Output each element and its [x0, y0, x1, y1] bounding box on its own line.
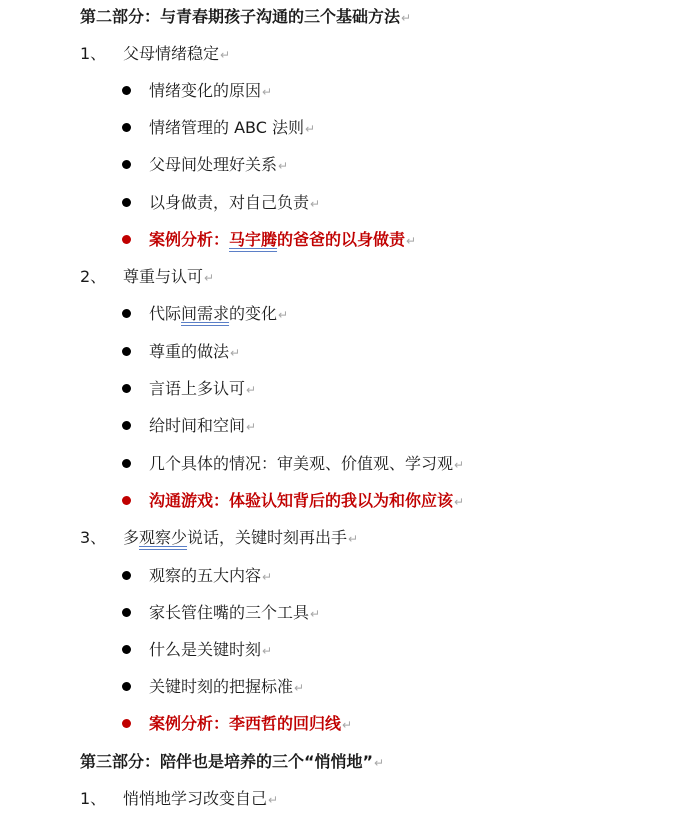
- bullet-text: 以身做责，对自己负责: [149, 193, 310, 212]
- bullet-text: 给时间和空间: [149, 416, 246, 435]
- part3-section-1-heading: [80, 789, 278, 809]
- paragraph-mark-icon: ↵: [246, 420, 257, 434]
- bullet-text: 什么是关键时刻: [149, 640, 262, 659]
- paragraph-mark-icon: ↵: [374, 756, 385, 770]
- paragraph-mark-icon: ↵: [204, 271, 215, 285]
- spellcheck-underlined-text: 间需求: [181, 304, 230, 323]
- paragraph-mark-icon: ↵: [278, 308, 289, 322]
- paragraph-mark-icon: ↵: [401, 11, 412, 25]
- paragraph-mark-icon: ↵: [406, 234, 417, 248]
- spellcheck-underlined-text: 观察少: [139, 528, 188, 547]
- bullet-text: 情绪变化的原因: [149, 81, 262, 100]
- bullet-item: [122, 304, 288, 324]
- paragraph-mark-icon: ↵: [294, 681, 305, 695]
- bullet-icon: [122, 682, 131, 691]
- section-number: 2、: [80, 267, 107, 286]
- section-3-heading: [80, 528, 358, 548]
- part3-heading-text: 第三部分：陪伴也是培养的三个“悄悄地”: [80, 752, 374, 771]
- bullet-text: 观察的五大内容: [149, 566, 262, 585]
- case-suffix: 的爸爸的以身做责: [277, 230, 406, 249]
- section-title: 悄悄地学习改变自己: [123, 789, 268, 808]
- bullet-icon: [122, 645, 131, 654]
- bullet-item: [122, 342, 240, 362]
- bullet-text-suffix: 的变化: [229, 304, 278, 323]
- bullet-item: [122, 603, 320, 623]
- paragraph-mark-icon: ↵: [220, 48, 231, 62]
- bullet-icon: [122, 309, 131, 318]
- bullet-item: [122, 677, 304, 697]
- spellcheck-underlined-text: 马宇腾: [229, 230, 278, 249]
- part3-heading: [80, 752, 384, 772]
- section-number: 3、: [80, 528, 107, 547]
- section-title-suffix: 说话，关键时刻再出手: [187, 528, 348, 547]
- bullet-item: [122, 416, 256, 436]
- paragraph-mark-icon: ↵: [278, 159, 289, 173]
- bullet-text: 关键时刻的把握标准: [149, 677, 294, 696]
- part2-heading-text: 第二部分：与青春期孩子沟通的三个基础方法: [80, 7, 401, 26]
- bullet-item: [122, 81, 272, 101]
- paragraph-mark-icon: ↵: [310, 197, 321, 211]
- section-title-prefix: 多: [123, 528, 140, 547]
- bullet-text-prefix: 代际: [149, 304, 182, 323]
- paragraph-mark-icon: ↵: [454, 458, 465, 472]
- bullet-icon: [122, 608, 131, 617]
- bullet-icon: [122, 235, 131, 244]
- bullet-item: [122, 566, 272, 586]
- paragraph-mark-icon: ↵: [262, 570, 273, 584]
- bullet-text: 情绪管理的 ABC 法则: [149, 118, 304, 137]
- bullet-icon: [122, 86, 131, 95]
- bullet-icon: [122, 198, 131, 207]
- communication-game-item: [122, 491, 464, 511]
- bullet-text: 尊重的做法: [149, 342, 230, 361]
- paragraph-mark-icon: ↵: [342, 718, 353, 732]
- section-number: 1、: [80, 44, 107, 63]
- bullet-item: [122, 379, 256, 399]
- bullet-icon: [122, 571, 131, 580]
- section-number: 1、: [80, 789, 107, 808]
- paragraph-mark-icon: ↵: [454, 495, 465, 509]
- paragraph-mark-icon: ↵: [230, 346, 241, 360]
- paragraph-mark-icon: ↵: [262, 85, 273, 99]
- case-prefix: 案例分析：: [149, 230, 230, 249]
- bullet-text: 家长管住嘴的三个工具: [149, 603, 310, 622]
- game-text: 沟通游戏：体验认知背后的我以为和你应该: [149, 491, 454, 510]
- case-analysis-item: [122, 714, 352, 734]
- section-2-heading: [80, 267, 214, 287]
- bullet-text: 言语上多认可: [149, 379, 246, 398]
- paragraph-mark-icon: ↵: [268, 793, 279, 807]
- paragraph-mark-icon: ↵: [262, 644, 273, 658]
- bullet-icon: [122, 347, 131, 356]
- paragraph-mark-icon: ↵: [310, 607, 321, 621]
- paragraph-mark-icon: ↵: [348, 532, 359, 546]
- bullet-text: 几个具体的情况：审美观、价值观、学习观: [149, 454, 454, 473]
- bullet-icon: [122, 160, 131, 169]
- bullet-icon: [122, 421, 131, 430]
- bullet-item: [122, 193, 320, 213]
- case-text: 案例分析：李西哲的回归线: [149, 714, 342, 733]
- section-1-heading: [80, 44, 230, 64]
- bullet-item: [122, 454, 464, 474]
- paragraph-mark-icon: ↵: [246, 383, 257, 397]
- bullet-item: [122, 155, 288, 175]
- bullet-icon: [122, 719, 131, 728]
- section-title: 尊重与认可: [123, 267, 204, 286]
- bullet-icon: [122, 496, 131, 505]
- bullet-item: [122, 640, 272, 660]
- paragraph-mark-icon: ↵: [305, 122, 316, 136]
- section-title: 父母情绪稳定: [123, 44, 220, 63]
- bullet-icon: [122, 459, 131, 468]
- bullet-icon: [122, 384, 131, 393]
- case-analysis-item: [122, 230, 416, 250]
- bullet-item: [122, 118, 315, 138]
- bullet-icon: [122, 123, 131, 132]
- part2-heading: [80, 7, 411, 27]
- bullet-text: 父母间处理好关系: [149, 155, 278, 174]
